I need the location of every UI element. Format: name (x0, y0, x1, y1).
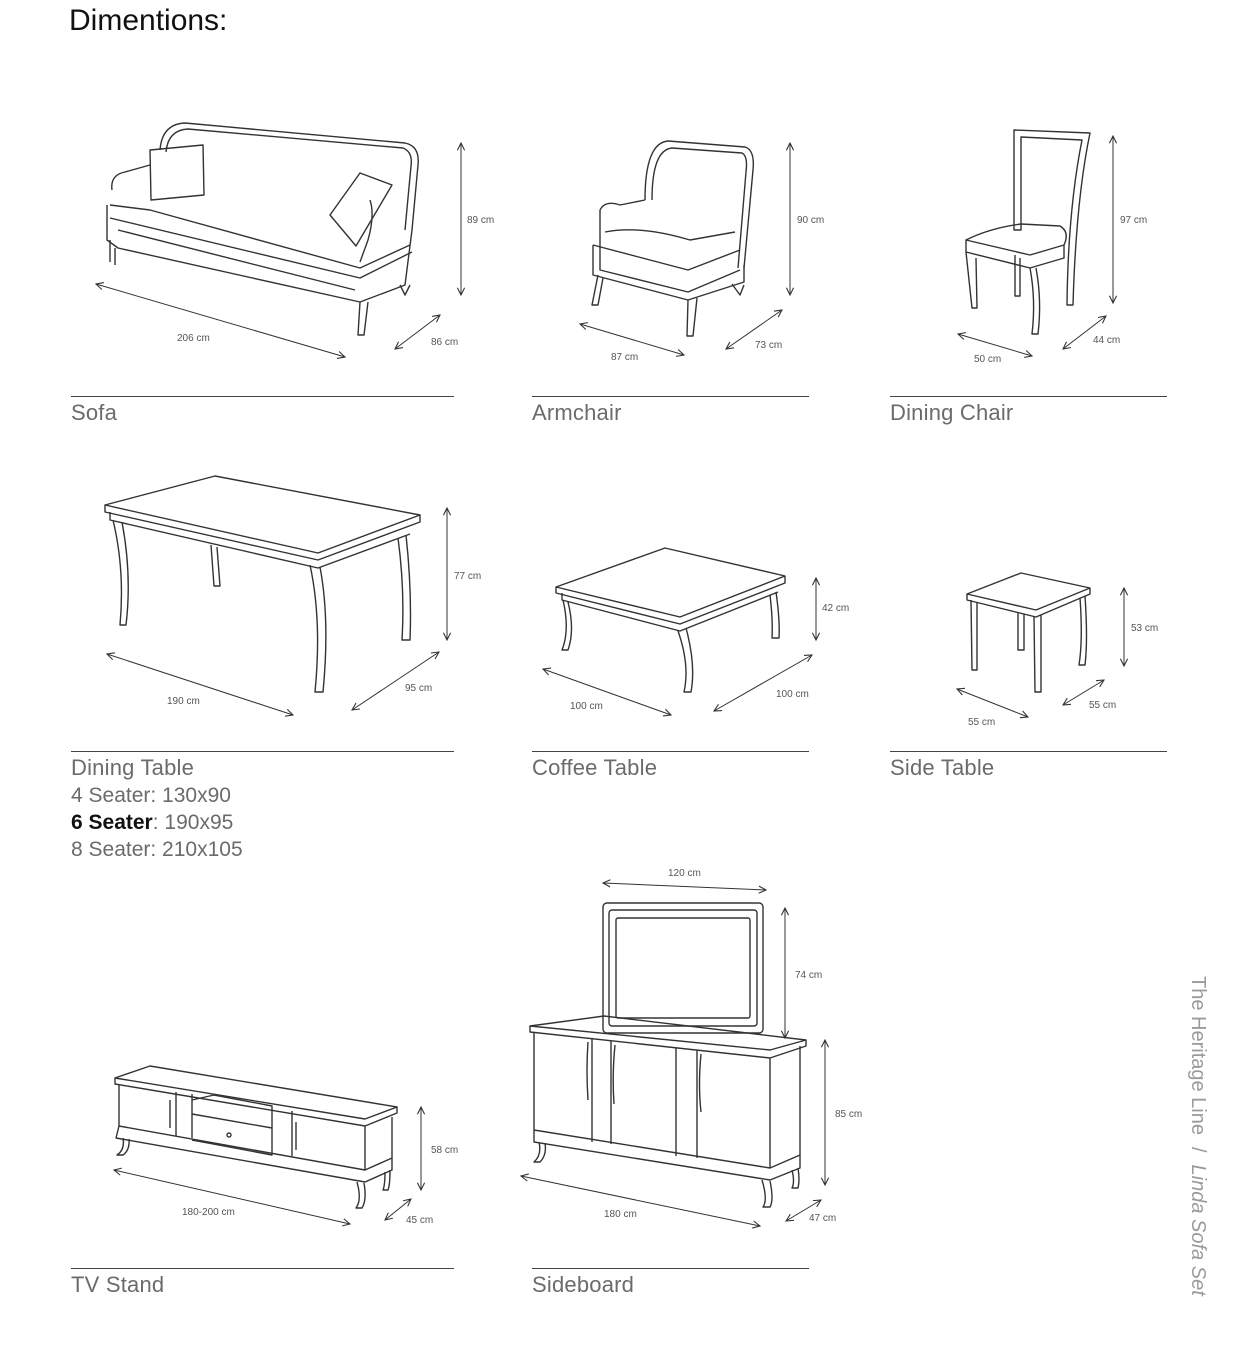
sideboard-mirror-height: 74 cm (795, 970, 823, 981)
tv-stand-divider (71, 1268, 454, 1269)
sofa-label: Sofa (71, 400, 118, 425)
coffee-table-depth: 100 cm (776, 689, 809, 700)
coffee-table-height: 42 cm (822, 603, 850, 614)
dining-chair-divider (890, 396, 1167, 397)
coffee-table-drawing (556, 548, 785, 692)
sofa-width: 206 cm (177, 333, 210, 344)
side-table-width: 55 cm (968, 717, 996, 728)
armchair-height: 90 cm (797, 215, 825, 226)
brand-separator: / (1187, 1146, 1209, 1153)
page-title: Dimentions: (69, 4, 228, 37)
tv-stand-height: 58 cm (431, 1145, 459, 1156)
dining-table-divider (71, 751, 454, 752)
sideboard-divider (532, 1268, 809, 1269)
tv-stand-drawing (115, 1066, 397, 1208)
coffee-table-width: 100 cm (570, 701, 603, 712)
armchair-divider (532, 396, 809, 397)
dining-table-height: 77 cm (454, 571, 482, 582)
sideboard-width: 180 cm (604, 1209, 637, 1220)
dining-table-label: Dining Table (71, 755, 195, 780)
sideboard-drawing (530, 903, 806, 1207)
dining-table-width: 190 cm (167, 696, 200, 707)
sofa-depth: 86 cm (431, 337, 459, 348)
tv-stand-label: TV Stand (71, 1272, 165, 1297)
option-8-seater: 8 Seater: 210x105 (71, 838, 243, 861)
sideboard-mirror-width: 120 cm (668, 868, 701, 879)
brand-name: The Heritage Line (1187, 976, 1209, 1135)
armchair-label: Armchair (532, 400, 622, 425)
side-table-depth: 55 cm (1089, 700, 1117, 711)
dining-chair-drawing (966, 130, 1090, 334)
coffee-table-divider (532, 751, 809, 752)
side-table-label: Side Table (890, 755, 995, 780)
side-table-height: 53 cm (1131, 623, 1159, 634)
option-6-seater: 6 Seater: 190x95 (71, 811, 234, 834)
armchair-drawing (592, 141, 753, 336)
armchair-dimensions (580, 143, 790, 355)
coffee-table-label: Coffee Table (532, 755, 658, 780)
side-table-drawing (967, 573, 1090, 692)
dining-chair-height: 97 cm (1120, 215, 1148, 226)
tv-stand-width: 180-200 cm (182, 1207, 235, 1218)
vertical-brand-text (1181, 976, 1209, 1336)
armchair-depth: 73 cm (755, 340, 783, 351)
dining-table-drawing (105, 476, 420, 692)
collection-name: Linda Sofa Set (1187, 1164, 1209, 1296)
dining-chair-width: 50 cm (974, 354, 1002, 365)
dining-chair-dimensions (958, 136, 1113, 356)
sideboard-height: 85 cm (835, 1109, 863, 1120)
sofa-drawing (107, 123, 418, 335)
sideboard-label: Sideboard (532, 1272, 635, 1297)
side-table-divider (890, 751, 1167, 752)
dining-chair-label: Dining Chair (890, 400, 1014, 425)
tv-stand-depth: 45 cm (406, 1215, 434, 1226)
sideboard-depth: 47 cm (809, 1213, 837, 1224)
sofa-divider (71, 396, 454, 397)
dining-chair-depth: 44 cm (1093, 335, 1121, 346)
armchair-width: 87 cm (611, 352, 639, 363)
dining-table-options (71, 782, 243, 863)
option-4-seater: 4 Seater: 130x90 (71, 784, 231, 807)
dining-table-depth: 95 cm (405, 683, 433, 694)
sofa-height: 89 cm (467, 215, 495, 226)
